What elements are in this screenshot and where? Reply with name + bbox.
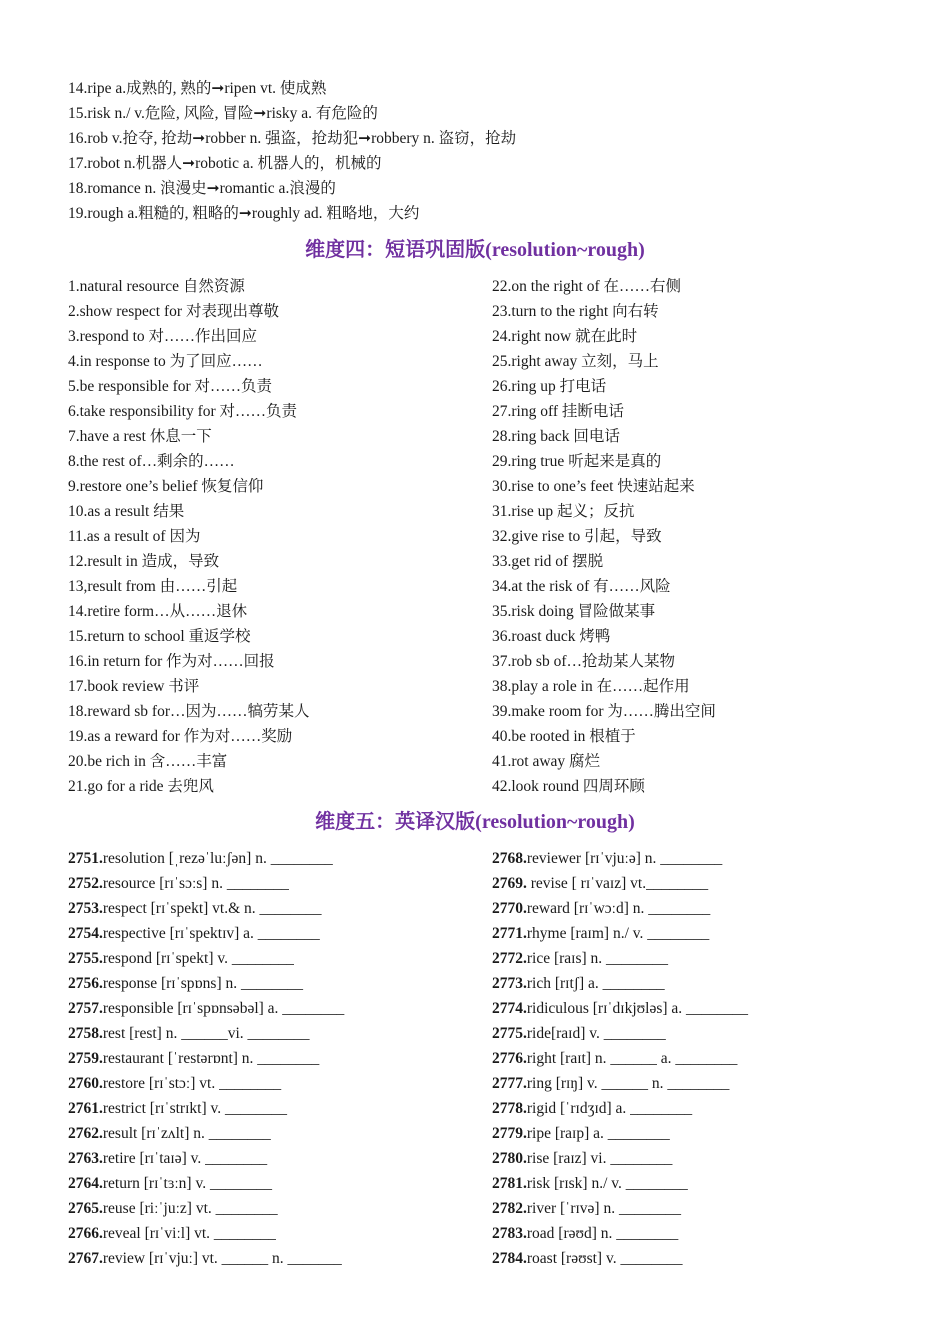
phrase-item: 5.be responsible for 对……负责 xyxy=(68,378,273,395)
vocab-list-right xyxy=(492,846,748,1271)
vocab-item xyxy=(68,896,344,921)
vocab-number: 2773. xyxy=(492,975,527,992)
vocab-number: 2755. xyxy=(68,950,103,967)
phrase-item: 38.play a role in 在……起作用 xyxy=(492,678,690,695)
vocab-entry: reviewer [rɪˈvjuːə] n. ________ xyxy=(526,850,723,867)
phrase-item: 33.get rid of 摆脱 xyxy=(492,553,604,570)
vocab-entry: roast [rəʊst] v. ________ xyxy=(526,1250,683,1267)
vocab-item xyxy=(492,1246,748,1271)
phrase-item: 18.reward sb for…因为……犒劳某人 xyxy=(68,703,310,720)
phrase-item: 4.in response to 为了回应…… xyxy=(68,353,263,370)
vocab-item xyxy=(492,1121,748,1146)
vocab-item xyxy=(492,1046,748,1071)
vocab-number: 2763. xyxy=(68,1150,103,1167)
vocab-item xyxy=(68,921,344,946)
vocab-number: 2778. xyxy=(492,1100,527,1117)
vocab-item xyxy=(68,1046,344,1071)
phrase-item: 28.ring back 回电话 xyxy=(492,428,620,445)
vocab-entry: road [rəʊd] n. ________ xyxy=(526,1225,679,1242)
phrase-item: 2.show respect for 对表现出尊敬 xyxy=(68,303,279,320)
word-family-line: 16.rob v.抢夺, 抢劫➞robber n. 强盗，抢劫犯➞robbery n. 盗窃，抢劫 xyxy=(68,130,517,147)
vocab-entry: result [rɪˈzʌlt] n. ________ xyxy=(102,1125,271,1142)
phrase-item: 35.risk doing 冒险做某事 xyxy=(492,603,656,620)
phrase-item: 32.give rise to 引起，导致 xyxy=(492,528,662,545)
phrase-item: 8.the rest of…剩余的…… xyxy=(68,453,235,470)
vocab-entry: resource [rɪˈsɔːs] n. ________ xyxy=(102,875,289,892)
phrase-item: 31.rise up 起义；反抗 xyxy=(492,503,635,520)
phrase-item: 36.roast duck 烤鸭 xyxy=(492,628,611,645)
word-family-line: 15.risk n./ v.危险, 风险, 冒险➞risky a. 有危险的 xyxy=(68,105,378,122)
vocab-item xyxy=(492,921,748,946)
vocab-entry: resolution [ˌrezəˈluːʃən] n. ________ xyxy=(102,850,333,867)
vocab-item xyxy=(68,971,344,996)
vocab-entry: rest [rest] n. ______vi. ________ xyxy=(102,1025,310,1042)
vocab-number: 2752. xyxy=(68,875,103,892)
vocab-item xyxy=(68,1096,344,1121)
phrase-item: 24.right now 就在此时 xyxy=(492,328,638,345)
vocab-number: 2768. xyxy=(492,850,527,867)
vocab-number: 2771. xyxy=(492,925,527,942)
phrase-list-left xyxy=(68,274,310,799)
word-family-line: 17.robot n.机器人➞robotic a. 机器人的，机械的 xyxy=(68,155,382,172)
phrase-item: 26.ring up 打电话 xyxy=(492,378,607,395)
vocab-number: 2781. xyxy=(492,1175,527,1192)
phrase-item: 34.at the risk of 有……风险 xyxy=(492,578,671,595)
phrase-item: 40.be rooted in 根植于 xyxy=(492,728,636,745)
phrase-item: 15.return to school 重返学校 xyxy=(68,628,251,645)
vocab-item xyxy=(492,971,748,996)
vocab-item xyxy=(492,846,748,871)
vocab-item xyxy=(68,946,344,971)
vocab-item xyxy=(492,1096,748,1121)
vocab-number: 2767. xyxy=(68,1250,103,1267)
vocab-item xyxy=(68,1071,344,1096)
vocab-entry: reuse [riːˈjuːz] vt. ________ xyxy=(102,1200,278,1217)
vocab-number: 2753. xyxy=(68,900,103,917)
vocab-entry: respond [rɪˈspekt] v. ________ xyxy=(102,950,294,967)
phrase-item: 42.look round 四周环顾 xyxy=(492,778,645,795)
phrase-item: 22.on the right of 在……右侧 xyxy=(492,278,681,295)
vocab-item xyxy=(492,871,748,896)
phrase-item: 14.retire form…从……退休 xyxy=(68,603,248,620)
vocab-entry: rice [raɪs] n. ________ xyxy=(526,950,669,967)
vocab-number: 2783. xyxy=(492,1225,527,1242)
vocab-entry: revise [ rɪˈvaɪz] vt.________ xyxy=(526,875,709,892)
vocab-entry: rigid [ˈrɪdʒɪd] a. ________ xyxy=(526,1100,693,1117)
vocab-number: 2751. xyxy=(68,850,103,867)
phrase-item: 10.as a result 结果 xyxy=(68,503,185,520)
vocab-item xyxy=(492,896,748,921)
vocab-number: 2760. xyxy=(68,1075,103,1092)
vocab-number: 2764. xyxy=(68,1175,103,1192)
vocab-entry: river [ˈrɪvə] n. ________ xyxy=(526,1200,681,1217)
phrase-item: 3.respond to 对……作出回应 xyxy=(68,328,258,345)
vocab-number: 2777. xyxy=(492,1075,527,1092)
vocab-item xyxy=(492,1146,748,1171)
phrase-item: 1.natural resource 自然资源 xyxy=(68,278,245,295)
vocab-entry: risk [rɪsk] n./ v. ________ xyxy=(526,1175,688,1192)
vocab-number: 2762. xyxy=(68,1125,103,1142)
vocab-entry: right [raɪt] n. ______ a. ________ xyxy=(526,1050,738,1067)
phrase-item: 37.rob sb of…抢劫某人某物 xyxy=(492,653,675,670)
vocab-number: 2775. xyxy=(492,1025,527,1042)
vocab-number: 2769. xyxy=(492,875,527,892)
vocab-number: 2779. xyxy=(492,1125,527,1142)
vocab-item xyxy=(492,1171,748,1196)
vocab-entry: return [rɪˈtɜːn] v. ________ xyxy=(102,1175,272,1192)
vocab-number: 2774. xyxy=(492,1000,527,1017)
vocab-entry: rhyme [raɪm] n./ v. ________ xyxy=(526,925,710,942)
vocab-item xyxy=(492,996,748,1021)
vocab-number: 2758. xyxy=(68,1025,103,1042)
vocab-item xyxy=(68,1121,344,1146)
vocab-number: 2770. xyxy=(492,900,527,917)
vocab-number: 2772. xyxy=(492,950,527,967)
vocab-number: 2756. xyxy=(68,975,103,992)
vocab-number: 2757. xyxy=(68,1000,103,1017)
vocab-entry: ring [rɪŋ] v. ______ n. ________ xyxy=(526,1075,730,1092)
vocab-item xyxy=(68,1171,344,1196)
vocab-item xyxy=(68,1221,344,1246)
phrase-item: 19.as a reward for 作为对……奖励 xyxy=(68,728,293,745)
vocab-entry: rich [rɪtʃ] a. ________ xyxy=(526,975,665,992)
vocab-item xyxy=(68,871,344,896)
section-four-title: 维度四：短语巩固版(resolution~rough) xyxy=(305,239,645,261)
vocab-item xyxy=(68,1246,344,1271)
phrase-item: 7.have a rest 休息一下 xyxy=(68,428,212,445)
vocab-entry: respect [rɪˈspekt] vt.& n. ________ xyxy=(102,900,322,917)
vocab-item xyxy=(68,1021,344,1046)
vocab-number: 2782. xyxy=(492,1200,527,1217)
vocab-item xyxy=(492,1071,748,1096)
vocab-entry: restore [rɪˈstɔː] vt. ________ xyxy=(102,1075,282,1092)
phrase-list-right xyxy=(492,274,716,799)
phrase-item: 9.restore one’s belief 恢复信仰 xyxy=(68,478,264,495)
vocab-number: 2761. xyxy=(68,1100,103,1117)
vocab-item xyxy=(492,1021,748,1046)
vocab-list-left xyxy=(68,846,344,1271)
phrase-item: 21.go for a ride 去兜风 xyxy=(68,778,214,795)
vocab-entry: reveal [rɪˈviːl] vt. ________ xyxy=(102,1225,276,1242)
vocab-entry: review [rɪˈvjuː] vt. ______ n. _______ xyxy=(102,1250,342,1267)
vocab-entry: retire [rɪˈtaɪə] v. ________ xyxy=(102,1150,268,1167)
vocab-number: 2765. xyxy=(68,1200,103,1217)
vocab-entry: response [rɪˈspɒns] n. ________ xyxy=(102,975,303,992)
phrase-item: 13,result from 由……引起 xyxy=(68,578,238,595)
vocab-item xyxy=(68,1146,344,1171)
vocab-number: 2759. xyxy=(68,1050,103,1067)
vocab-entry: rise [raɪz] vi. ________ xyxy=(526,1150,673,1167)
vocab-item xyxy=(68,1196,344,1221)
section-five-title: 维度五：英译汉版(resolution~rough) xyxy=(315,811,635,833)
vocab-entry: responsible [rɪˈspɒnsəbəl] a. ________ xyxy=(102,1000,345,1017)
vocab-number: 2780. xyxy=(492,1150,527,1167)
vocab-item xyxy=(68,996,344,1021)
vocab-entry: ride[raɪd] v. ________ xyxy=(526,1025,666,1042)
phrase-item: 17.book review 书评 xyxy=(68,678,200,695)
phrase-item: 25.right away 立刻，马上 xyxy=(492,353,659,370)
phrase-item: 27.ring off 挂断电话 xyxy=(492,403,624,420)
word-family-line: 14.ripe a.成熟的, 熟的➞ripen vt. 使成熟 xyxy=(68,80,327,97)
phrase-item: 39.make room for 为……腾出空间 xyxy=(492,703,716,720)
vocab-entry: ripe [raɪp] a. ________ xyxy=(526,1125,670,1142)
vocab-item xyxy=(68,846,344,871)
phrase-item: 41.rot away 腐烂 xyxy=(492,753,601,770)
vocab-number: 2776. xyxy=(492,1050,527,1067)
vocab-number: 2784. xyxy=(492,1250,527,1267)
vocab-item xyxy=(492,946,748,971)
vocab-item xyxy=(492,1196,748,1221)
vocab-entry: respective [rɪˈspektɪv] a. ________ xyxy=(102,925,320,942)
phrase-item: 11.as a result of 因为 xyxy=(68,528,201,545)
phrase-item: 12.result in 造成，导致 xyxy=(68,553,220,570)
vocab-item xyxy=(492,1221,748,1246)
phrase-item: 30.rise to one’s feet 快速站起来 xyxy=(492,478,695,495)
phrase-item: 20.be rich in 含……丰富 xyxy=(68,753,228,770)
word-family-line: 19.rough a.粗糙的, 粗略的➞roughly ad. 粗略地，大约 xyxy=(68,205,420,222)
vocab-number: 2754. xyxy=(68,925,103,942)
vocab-number: 2766. xyxy=(68,1225,103,1242)
word-family-line: 18.romance n. 浪漫史➞romantic a.浪漫的 xyxy=(68,180,336,197)
phrase-item: 29.ring true 听起来是真的 xyxy=(492,453,662,470)
phrase-item: 16.in return for 作为对……回报 xyxy=(68,653,275,670)
vocab-entry: ridiculous [rɪˈdɪkjʊləs] a. ________ xyxy=(526,1000,749,1017)
phrase-item: 6.take responsibility for 对……负责 xyxy=(68,403,298,420)
phrase-item: 23.turn to the right 向右转 xyxy=(492,303,659,320)
vocab-entry: reward [rɪˈwɔːd] n. ________ xyxy=(526,900,711,917)
vocab-entry: restaurant [ˈrestərɒnt] n. ________ xyxy=(102,1050,320,1067)
word-family-list xyxy=(68,76,516,226)
vocab-entry: restrict [rɪˈstrɪkt] v. ________ xyxy=(102,1100,287,1117)
